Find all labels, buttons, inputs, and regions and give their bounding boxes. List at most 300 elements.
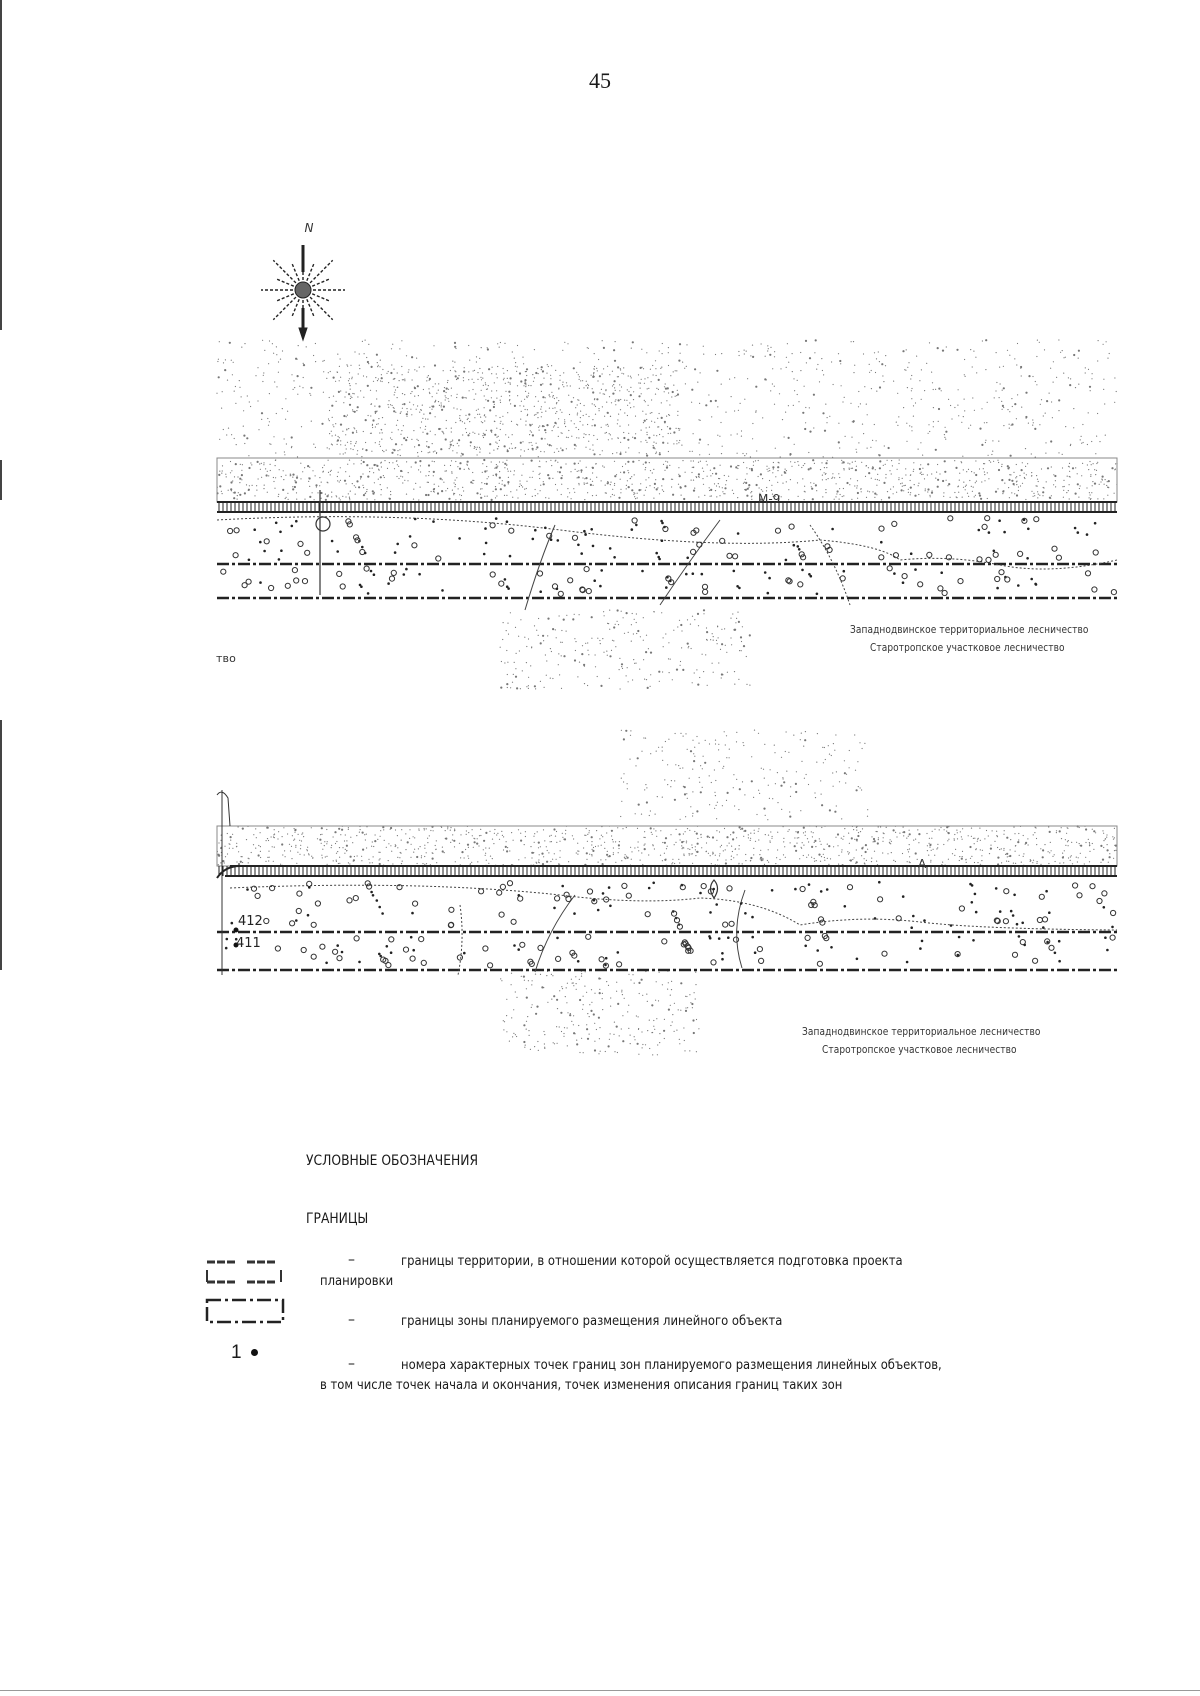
speckle-dot — [582, 1009, 583, 1010]
speckle-dot — [354, 411, 356, 413]
speckle-dot — [468, 345, 469, 346]
speckle-dot — [392, 462, 393, 463]
speckle-dot — [480, 835, 481, 836]
speckle-dot — [654, 422, 655, 423]
speckle-dot — [455, 861, 456, 862]
speckle-dot — [486, 860, 487, 861]
speckle-dot — [373, 856, 374, 857]
speckle-dot — [668, 392, 669, 393]
speckle-dot — [586, 1028, 588, 1030]
speckle-dot — [1073, 427, 1074, 428]
speckle-dot — [853, 341, 854, 342]
vegetation-dot — [441, 589, 444, 592]
speckle-dot — [1025, 842, 1027, 844]
speckle-dot — [656, 375, 657, 376]
speckle-dot — [399, 449, 400, 450]
speckle-dot — [1085, 372, 1086, 373]
speckle-dot — [1016, 464, 1017, 465]
speckle-dot — [731, 644, 732, 645]
speckle-dot — [536, 863, 537, 864]
speckle-dot — [1031, 475, 1032, 476]
speckle-dot — [544, 402, 545, 403]
speckle-dot — [1019, 475, 1020, 476]
speckle-dot — [787, 831, 788, 832]
speckle-dot — [427, 482, 428, 483]
speckle-dot — [577, 471, 578, 472]
speckle-dot — [719, 855, 720, 856]
speckle-dot — [1107, 844, 1108, 845]
speckle-dot — [996, 352, 997, 353]
speckle-dot — [679, 440, 680, 441]
speckle-dot — [1008, 487, 1009, 488]
speckle-dot — [768, 835, 769, 836]
speckle-dot — [561, 688, 562, 689]
speckle-dot — [1115, 469, 1116, 470]
speckle-dot — [721, 453, 722, 454]
speckle-dot — [638, 489, 640, 491]
speckle-dot — [670, 834, 671, 835]
speckle-dot — [529, 1035, 530, 1036]
speckle-dot — [504, 463, 506, 465]
speckle-dot — [637, 630, 639, 632]
speckle-dot — [352, 393, 353, 394]
speckle-dot — [1011, 480, 1013, 482]
speckle-dot — [592, 403, 593, 404]
speckle-dot — [881, 499, 882, 500]
speckle-dot — [429, 392, 430, 393]
speckle-dot — [623, 471, 625, 473]
speckle-dot — [1063, 357, 1064, 358]
speckle-dot — [810, 482, 811, 483]
speckle-dot — [1001, 862, 1002, 863]
speckle-dot — [726, 757, 727, 758]
speckle-dot — [526, 686, 527, 687]
speckle-dot — [668, 658, 669, 659]
speckle-dot — [1097, 462, 1098, 463]
speckle-dot — [597, 676, 598, 677]
speckle-dot — [814, 861, 815, 862]
speckle-dot — [255, 828, 256, 829]
speckle-dot — [1015, 477, 1016, 478]
speckle-dot — [583, 415, 584, 416]
speckle-dot — [1062, 486, 1063, 487]
speckle-dot — [294, 832, 295, 833]
speckle-dot — [662, 860, 663, 861]
speckle-dot — [653, 442, 654, 443]
speckle-dot — [677, 411, 678, 412]
speckle-dot — [1017, 841, 1019, 843]
speckle-dot — [274, 847, 275, 848]
speckle-dot — [843, 468, 844, 469]
speckle-dot — [641, 751, 642, 752]
speckle-dot — [674, 799, 676, 801]
speckle-dot — [671, 981, 672, 982]
speckle-dot — [734, 377, 735, 378]
speckle-dot — [528, 688, 529, 689]
speckle-dot — [541, 438, 543, 440]
speckle-dot — [366, 847, 367, 848]
speckle-dot — [1063, 373, 1064, 374]
speckle-dot — [806, 774, 807, 775]
speckle-dot — [655, 830, 656, 831]
speckle-dot — [480, 417, 481, 418]
speckle-dot — [354, 351, 355, 352]
speckle-dot — [797, 482, 798, 483]
speckle-dot — [583, 1052, 584, 1053]
speckle-dot — [334, 831, 336, 833]
speckle-dot — [927, 463, 929, 465]
speckle-dot — [324, 841, 325, 842]
speckle-dot — [480, 448, 481, 449]
speckle-dot — [339, 857, 340, 858]
speckle-dot — [751, 491, 752, 492]
speckle-dot — [449, 448, 450, 449]
speckle-dot — [378, 479, 379, 480]
speckle-dot — [653, 374, 654, 375]
speckle-dot — [455, 499, 456, 500]
speckle-dot — [481, 390, 482, 391]
speckle-dot — [653, 447, 655, 449]
speckle-dot — [1061, 838, 1062, 839]
speckle-dot — [735, 848, 736, 849]
speckle-dot — [906, 441, 907, 442]
speckle-dot — [848, 833, 849, 834]
speckle-dot — [527, 1016, 528, 1017]
speckle-dot — [686, 842, 687, 843]
speckle-dot — [791, 466, 792, 467]
speckle-dot — [1024, 473, 1025, 474]
speckle-dot — [1017, 394, 1018, 395]
speckle-dot — [681, 445, 682, 446]
speckle-dot — [507, 623, 508, 624]
speckle-dot — [780, 456, 781, 457]
speckle-dot — [548, 498, 549, 499]
speckle-dot — [686, 841, 687, 842]
speckle-dot — [618, 844, 620, 846]
speckle-dot — [481, 421, 482, 422]
speckle-dot — [504, 484, 506, 486]
speckle-dot — [607, 412, 609, 414]
speckle-dot — [773, 468, 774, 469]
speckle-dot — [717, 643, 718, 644]
speckle-dot — [243, 410, 244, 411]
vegetation-circle — [879, 526, 884, 531]
speckle-dot — [472, 829, 473, 830]
speckle-dot — [561, 494, 562, 495]
speckle-dot — [926, 363, 927, 364]
speckle-dot — [574, 463, 576, 465]
speckle-dot — [645, 467, 646, 468]
speckle-dot — [610, 1033, 611, 1034]
speckle-dot — [622, 994, 623, 995]
speckle-dot — [390, 372, 392, 374]
speckle-dot — [654, 487, 655, 488]
vegetation-circle — [364, 566, 369, 571]
speckle-dot — [416, 409, 417, 410]
speckle-dot — [1051, 466, 1052, 467]
speckle-dot — [483, 459, 485, 461]
speckle-dot — [787, 343, 788, 344]
speckle-dot — [864, 858, 865, 859]
speckle-dot — [576, 983, 577, 984]
speckle-dot — [623, 367, 624, 368]
speckle-dot — [336, 853, 337, 854]
speckle-dot — [359, 353, 360, 354]
speckle-dot — [507, 449, 508, 450]
speckle-dot — [874, 851, 875, 852]
speckle-dot — [505, 846, 507, 848]
speckle-dot — [429, 412, 431, 414]
speckle-dot — [382, 381, 383, 382]
speckle-dot — [248, 455, 249, 456]
speckle-dot — [396, 460, 397, 461]
speckle-dot — [468, 379, 469, 380]
speckle-dot — [390, 827, 392, 829]
speckle-dot — [331, 492, 332, 493]
speckle-dot — [909, 833, 911, 835]
speckle-dot — [673, 371, 674, 372]
speckle-dot — [676, 428, 677, 429]
speckle-dot — [499, 417, 500, 418]
speckle-dot — [304, 499, 305, 500]
speckle-dot — [734, 684, 735, 685]
speckle-dot — [1114, 377, 1115, 378]
speckle-dot — [662, 797, 663, 798]
speckle-dot — [469, 433, 470, 434]
speckle-dot — [643, 464, 644, 465]
vegetation-dot — [291, 525, 294, 528]
speckle-dot — [329, 448, 330, 449]
speckle-dot — [397, 847, 398, 848]
vegetation-dot — [580, 552, 583, 555]
speckle-dot — [438, 390, 439, 391]
speckle-dot — [611, 835, 612, 836]
speckle-dot — [685, 1010, 687, 1012]
speckle-dot — [883, 465, 884, 466]
speckle-dot — [620, 442, 621, 443]
speckle-dot — [663, 1030, 665, 1032]
speckle-dot — [350, 398, 351, 399]
speckle-dot — [571, 979, 572, 980]
speckle-dot — [883, 482, 885, 484]
speckle-dot — [678, 474, 679, 475]
speckle-dot — [1045, 453, 1046, 454]
vegetation-dot — [801, 569, 804, 572]
speckle-dot — [767, 819, 768, 820]
speckle-dot — [397, 372, 398, 373]
speckle-dot — [332, 435, 333, 436]
speckle-dot — [1093, 849, 1094, 850]
speckle-dot — [594, 993, 595, 994]
speckle-dot — [775, 783, 776, 784]
speckle-dot — [537, 368, 538, 369]
speckle-dot — [291, 858, 292, 859]
speckle-dot — [331, 845, 332, 846]
speckle-dot — [851, 837, 853, 839]
speckle-dot — [744, 482, 745, 483]
speckle-dot — [902, 350, 904, 352]
speckle-dot — [621, 611, 622, 612]
speckle-dot — [627, 389, 628, 390]
speckle-dot — [751, 499, 752, 500]
speckle-dot — [932, 490, 933, 491]
speckle-dot — [732, 490, 733, 491]
speckle-dot — [700, 372, 701, 373]
speckle-dot — [938, 388, 940, 390]
speckle-dot — [689, 849, 690, 850]
speckle-dot — [641, 379, 642, 380]
speckle-dot — [599, 1027, 600, 1028]
speckle-dot — [716, 805, 717, 806]
speckle-dot — [631, 859, 632, 860]
speckle-dot — [409, 402, 410, 403]
speckle-dot — [521, 475, 522, 476]
speckle-dot — [721, 673, 723, 675]
speckle-dot — [899, 833, 900, 834]
speckle-dot — [377, 362, 378, 363]
speckle-dot — [729, 843, 730, 844]
speckle-dot — [456, 452, 457, 453]
speckle-dot — [1089, 497, 1090, 498]
speckle-dot — [248, 862, 249, 863]
speckle-dot — [296, 477, 298, 479]
speckle-dot — [849, 469, 850, 470]
speckle-dot — [383, 475, 384, 476]
speckle-dot — [323, 392, 324, 393]
speckle-dot — [613, 852, 614, 853]
speckle-dot — [861, 462, 862, 463]
speckle-dot — [495, 486, 496, 487]
speckle-dot — [596, 368, 597, 369]
speckle-dot — [432, 858, 434, 860]
speckle-dot — [379, 441, 380, 442]
speckle-dot — [1073, 354, 1075, 356]
speckle-dot — [538, 412, 539, 413]
speckle-dot — [350, 385, 351, 386]
speckle-dot — [1036, 356, 1037, 357]
speckle-dot — [561, 1031, 562, 1032]
speckle-dot — [467, 419, 468, 420]
speckle-dot — [672, 859, 673, 860]
speckle-dot — [587, 424, 588, 425]
speckle-dot — [769, 354, 771, 356]
speckle-dot — [564, 1027, 565, 1028]
speckle-dot — [674, 1031, 675, 1032]
speckle-dot — [889, 470, 890, 471]
speckle-dot — [574, 638, 575, 639]
speckle-dot — [269, 393, 270, 394]
speckle-dot — [505, 391, 506, 392]
speckle-dot — [877, 842, 879, 844]
speckle-dot — [517, 366, 518, 367]
speckle-dot — [958, 492, 959, 493]
speckle-dot — [322, 849, 323, 850]
speckle-dot — [916, 356, 917, 357]
speckle-dot — [240, 464, 241, 465]
speckle-dot — [1107, 481, 1108, 482]
speckle-dot — [349, 498, 350, 499]
speckle-dot — [1088, 469, 1089, 470]
speckle-dot — [594, 404, 595, 405]
speckle-dot — [544, 451, 545, 452]
speckle-dot — [693, 760, 695, 762]
speckle-dot — [370, 433, 371, 434]
speckle-dot — [537, 417, 538, 418]
speckle-dot — [1068, 377, 1069, 378]
speckle-dot — [374, 406, 375, 407]
speckle-dot — [313, 444, 314, 445]
speckle-dot — [551, 365, 552, 366]
vegetation-dot — [810, 575, 813, 578]
speckle-dot — [608, 985, 609, 986]
speckle-dot — [1041, 468, 1042, 469]
speckle-dot — [553, 426, 554, 427]
speckle-dot — [635, 416, 636, 417]
speckle-dot — [342, 847, 343, 848]
speckle-dot — [470, 441, 472, 443]
speckle-dot — [666, 400, 667, 401]
speckle-dot — [670, 1005, 671, 1006]
speckle-dot — [965, 376, 966, 377]
speckle-dot — [789, 811, 790, 812]
speckle-dot — [721, 677, 722, 678]
speckle-dot — [590, 479, 591, 480]
speckle-dot — [756, 410, 757, 411]
speckle-dot — [744, 399, 745, 400]
speckle-dot — [1075, 467, 1076, 468]
speckle-dot — [494, 404, 495, 405]
speckle-dot — [291, 374, 292, 375]
speckle-dot — [500, 488, 502, 490]
speckle-dot — [1100, 845, 1102, 847]
speckle-dot — [270, 464, 271, 465]
speckle-dot — [698, 496, 699, 497]
speckle-dot — [849, 484, 850, 485]
speckle-dot — [338, 436, 339, 437]
speckle-dot — [562, 837, 563, 838]
speckle-dot — [932, 382, 933, 383]
speckle-dot — [715, 740, 716, 741]
speckle-dot — [927, 488, 929, 490]
speckle-dot — [658, 747, 659, 748]
speckle-dot — [355, 494, 356, 495]
speckle-dot — [594, 1049, 596, 1051]
speckle-dot — [700, 834, 701, 835]
speckle-dot — [475, 393, 476, 394]
speckle-dot — [886, 827, 887, 828]
speckle-dot — [343, 453, 344, 454]
speckle-dot — [592, 419, 593, 420]
speckle-dot — [575, 469, 576, 470]
speckle-dot — [346, 364, 347, 365]
speckle-dot — [665, 741, 666, 742]
speckle-dot — [470, 445, 471, 446]
speckle-dot — [466, 432, 467, 433]
speckle-dot — [459, 415, 460, 416]
speckle-dot — [815, 846, 816, 847]
speckle-dot — [532, 980, 533, 981]
speckle-dot — [276, 346, 277, 347]
speckle-dot — [842, 496, 843, 497]
speckle-dot — [702, 478, 703, 479]
speckle-dot — [440, 428, 441, 429]
speckle-dot — [607, 623, 608, 624]
speckle-dot — [603, 652, 604, 653]
speckle-dot — [585, 971, 586, 972]
speckle-dot — [325, 499, 327, 501]
speckle-dot — [510, 471, 511, 472]
speckle-dot — [249, 485, 250, 486]
